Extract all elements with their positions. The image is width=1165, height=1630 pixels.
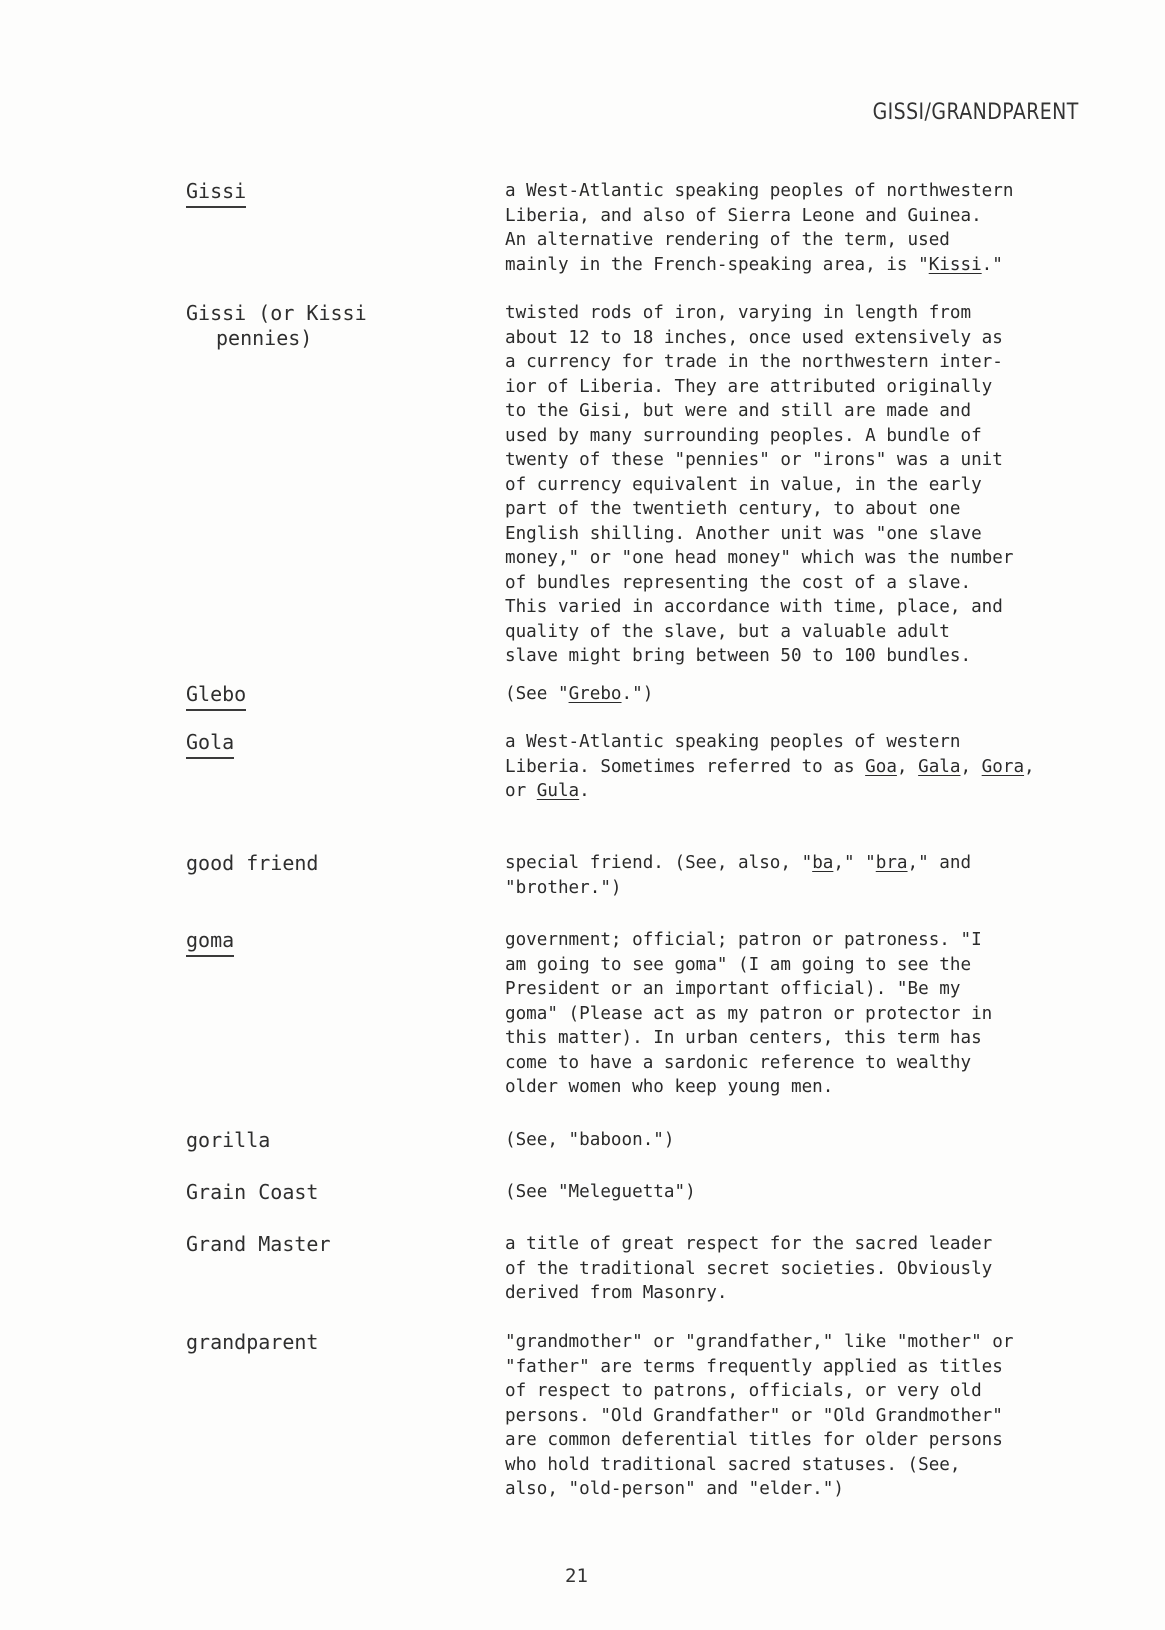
def-line: An alternative rendering of the term, used — [505, 230, 950, 250]
term-text: Grain Coast — [186, 1180, 319, 1204]
def-text: Liberia. Sometimes referred to as — [505, 756, 866, 777]
entry-term — [186, 682, 476, 707]
term-text: Gola — [186, 730, 234, 759]
term-text: Glebo — [186, 682, 246, 711]
page-number: 21 — [565, 1565, 588, 1587]
def-line: a West-Atlantic speaking peoples of northwestern — [505, 181, 1014, 201]
entry-term — [186, 730, 476, 755]
entry-definition: a title of great respect for the sacred leader of the traditional secret societies. Obviously derived from Masonry. — [505, 1234, 993, 1303]
entry-definition — [505, 179, 1105, 277]
entry-term — [186, 1232, 476, 1257]
def-text: or — [505, 781, 537, 801]
def-text: , — [960, 756, 982, 777]
term-text: Grand Master — [186, 1232, 331, 1256]
entry-definition — [505, 851, 1105, 900]
term-text: gorilla — [186, 1128, 271, 1152]
entry-definition: (See, "baboon.") — [505, 1130, 675, 1150]
entry-term — [186, 301, 476, 350]
def-text: , — [1024, 756, 1035, 777]
term-text: good friend — [186, 851, 319, 875]
def-text: ," " — [833, 853, 876, 873]
def-line: a West-Atlantic speaking peoples of western — [505, 732, 961, 752]
entry-definition: "grandmother" or "grandfather," like "mother" or "father" are terms frequently applied as titles of respect to patrons, officials, or very old persons. "Old Grandfather" or "Old Grandmother" are common deferential titles for older persons who hold traditional sacred statuses. (See, also, "old-person" and "elder.") — [505, 1332, 1014, 1499]
entry-definition — [505, 730, 1105, 804]
entry-term — [186, 928, 476, 953]
alternate-name: Gula — [536, 781, 580, 801]
def-text: mainly in the French-speaking area, is " — [505, 254, 929, 275]
alternate-name: Gala — [918, 756, 961, 777]
entry-definition — [505, 682, 1105, 707]
cross-reference: bra — [875, 853, 908, 873]
entry-definition: twisted rods of iron, varying in length from about 12 to 18 inches, once used extensively as a currency for trade in the northwestern inter- ior of Liberia. They are attributed originally to the Gisi, but were and still are made and used by many surrounding peoples. A bundle of twenty of these "pennies" or "irons" was a unit of currency equivalent in value, in the early part of the twentieth century, to about one English shilling. Another unit was "one slave money," or "one head money" which was the number of bundles representing the cost of a slave. This varied in accordance with time, place, and quality of the slave, but a valuable adult slave might bring between 50 to 100 bundles. — [505, 303, 1014, 666]
entry-term — [186, 851, 476, 876]
def-text: special friend. (See, also, " — [505, 853, 813, 873]
entry-term — [186, 179, 476, 204]
def-text: ." — [981, 254, 1003, 275]
term-text-continued: pennies) — [216, 325, 313, 350]
term-text: Gissi — [186, 179, 246, 208]
def-text: ," and — [907, 853, 972, 873]
term-text: grandparent — [186, 1330, 319, 1354]
alternate-name: Goa — [865, 756, 897, 777]
entry-definition: (See "Meleguetta") — [505, 1182, 696, 1202]
entry-definition: government; official; patron or patroness. "I am going to see goma" (I am going to see the President or an important official). "Be my goma" (Please act as my patron or protector in this matter). In urban centers, this term has come to have a sardonic reference to wealthy older women who keep young men. — [505, 930, 993, 1097]
running-head: GISSI/GRANDPARENT — [872, 100, 1079, 125]
alternate-name: Gora — [981, 756, 1025, 777]
def-text: .") — [621, 684, 654, 704]
def-line: "brother.") — [505, 877, 622, 898]
def-line: Liberia, and also of Sierra Leone and Guinea. — [505, 205, 982, 226]
entry-term — [186, 1180, 476, 1205]
def-text: (See " — [505, 684, 569, 704]
def-text: . — [579, 781, 590, 801]
entry-term — [186, 1128, 476, 1153]
term-text: Gissi (or Kissi — [186, 301, 367, 325]
cross-reference: ba — [812, 853, 834, 873]
entry-term — [186, 1330, 476, 1355]
cross-reference: Grebo — [568, 684, 622, 704]
term-text: goma — [186, 928, 234, 957]
cross-reference: Kissi — [928, 254, 982, 275]
def-text: , — [896, 756, 919, 777]
